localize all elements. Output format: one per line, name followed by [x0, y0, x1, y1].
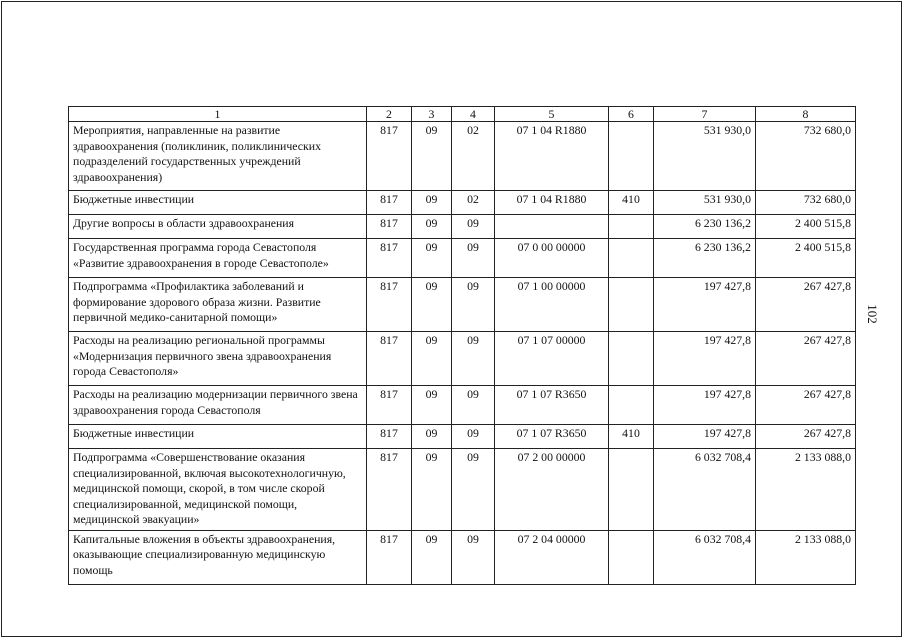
table-row [69, 425, 856, 449]
cell-expense-type: 410 [609, 191, 654, 215]
cell-expense-type [609, 332, 654, 386]
table-row [69, 332, 856, 386]
table-row [69, 122, 856, 191]
table-row [69, 449, 856, 531]
cell-subsection: 09 [452, 332, 495, 386]
cell-ministry-code: 817 [367, 530, 412, 584]
cell-section: 09 [412, 386, 452, 425]
table-row [69, 239, 856, 278]
cell-expense-type [609, 386, 654, 425]
cell-amount-year-1: 197 427,8 [654, 278, 756, 332]
table-row [69, 278, 856, 332]
row-name: Бюджетные инвестиции [69, 191, 367, 215]
cell-ministry-code: 817 [367, 386, 412, 425]
cell-amount-year-2: 2 400 515,8 [756, 239, 856, 278]
column-header: 1 [69, 107, 367, 122]
cell-expense-type [609, 239, 654, 278]
cell-amount-year-1: 197 427,8 [654, 332, 756, 386]
column-header: 6 [609, 107, 654, 122]
table-row [69, 386, 856, 425]
cell-amount-year-1: 531 930,0 [654, 191, 756, 215]
cell-section: 09 [412, 239, 452, 278]
table-header-row [69, 107, 856, 122]
cell-ministry-code: 817 [367, 278, 412, 332]
cell-amount-year-2: 2 133 088,0 [756, 530, 856, 584]
row-name: Государственная программа города Севастополя «Развитие здравоохранения в городе Севастополе» [69, 239, 367, 278]
cell-subsection: 02 [452, 191, 495, 215]
cell-amount-year-1: 531 930,0 [654, 122, 756, 191]
cell-expense-type: 410 [609, 425, 654, 449]
cell-target-article: 07 0 00 00000 [495, 239, 609, 278]
row-name: Подпрограмма «Профилактика заболеваний и формирование здорового образа жизни. Развитие первичной медико-санитарной помощи» [69, 278, 367, 332]
cell-section: 09 [412, 215, 452, 239]
cell-expense-type [609, 449, 654, 531]
cell-expense-type [609, 122, 654, 191]
row-name: Подпрограмма «Совершенствование оказания специализированной, включая высокотехнологичную, медицинской помощи, скорой, в том числе скорой специализированной, медицинской помощи, медицинской эвакуации» [69, 449, 367, 531]
column-header: 7 [654, 107, 756, 122]
cell-subsection: 02 [452, 122, 495, 191]
cell-amount-year-1: 6 230 136,2 [654, 239, 756, 278]
table-row [69, 530, 856, 584]
cell-section: 09 [412, 449, 452, 531]
cell-target-article: 07 1 07 R3650 [495, 386, 609, 425]
cell-amount-year-1: 197 427,8 [654, 425, 756, 449]
cell-target-article [495, 215, 609, 239]
budget-table [68, 106, 856, 585]
cell-amount-year-2: 732 680,0 [756, 122, 856, 191]
cell-section: 09 [412, 278, 452, 332]
cell-amount-year-1: 6 230 136,2 [654, 215, 756, 239]
column-header: 3 [412, 107, 452, 122]
cell-amount-year-1: 197 427,8 [654, 386, 756, 425]
column-header: 4 [452, 107, 495, 122]
cell-target-article: 07 2 04 00000 [495, 530, 609, 584]
table-row [69, 191, 856, 215]
cell-subsection: 09 [452, 530, 495, 584]
cell-target-article: 07 1 00 00000 [495, 278, 609, 332]
cell-target-article: 07 1 04 R1880 [495, 191, 609, 215]
row-name: Другие вопросы в области здравоохранения [69, 215, 367, 239]
cell-ministry-code: 817 [367, 425, 412, 449]
cell-subsection: 09 [452, 278, 495, 332]
cell-ministry-code: 817 [367, 332, 412, 386]
row-name: Капитальные вложения в объекты здравоохранения, оказывающие специализированную медицинскую помощь [69, 530, 367, 584]
cell-section: 09 [412, 122, 452, 191]
cell-section: 09 [412, 530, 452, 584]
cell-amount-year-2: 2 133 088,0 [756, 449, 856, 531]
cell-expense-type [609, 278, 654, 332]
cell-target-article: 07 1 04 R1880 [495, 122, 609, 191]
cell-subsection: 09 [452, 215, 495, 239]
cell-subsection: 09 [452, 425, 495, 449]
cell-ministry-code: 817 [367, 191, 412, 215]
cell-amount-year-2: 2 400 515,8 [756, 215, 856, 239]
cell-subsection: 09 [452, 449, 495, 531]
column-header: 2 [367, 107, 412, 122]
row-name: Расходы на реализацию модернизации первичного звена здравоохранения города Севастополя [69, 386, 367, 425]
table-row [69, 215, 856, 239]
row-name: Мероприятия, направленные на развитие здравоохранения (поликлиник, поликлинических подразделений государственных учреждений здравоохранения) [69, 122, 367, 191]
cell-ministry-code: 817 [367, 239, 412, 278]
cell-amount-year-1: 6 032 708,4 [654, 530, 756, 584]
cell-expense-type [609, 530, 654, 584]
column-header: 5 [495, 107, 609, 122]
cell-amount-year-2: 267 427,8 [756, 386, 856, 425]
cell-subsection: 09 [452, 386, 495, 425]
cell-target-article: 07 1 07 00000 [495, 332, 609, 386]
cell-ministry-code: 817 [367, 449, 412, 531]
cell-amount-year-2: 732 680,0 [756, 191, 856, 215]
cell-target-article: 07 2 00 00000 [495, 449, 609, 531]
cell-subsection: 09 [452, 239, 495, 278]
cell-amount-year-2: 267 427,8 [756, 425, 856, 449]
cell-expense-type [609, 215, 654, 239]
cell-amount-year-2: 267 427,8 [756, 278, 856, 332]
cell-target-article: 07 1 07 R3650 [495, 425, 609, 449]
row-name: Расходы на реализацию региональной программы «Модернизация первичного звена здравоохранения города Севастополя» [69, 332, 367, 386]
column-header: 8 [756, 107, 856, 122]
cell-ministry-code: 817 [367, 122, 412, 191]
cell-amount-year-1: 6 032 708,4 [654, 449, 756, 531]
page-number: 102 [865, 304, 880, 324]
cell-amount-year-2: 267 427,8 [756, 332, 856, 386]
cell-section: 09 [412, 332, 452, 386]
row-name: Бюджетные инвестиции [69, 425, 367, 449]
cell-section: 09 [412, 425, 452, 449]
cell-section: 09 [412, 191, 452, 215]
cell-ministry-code: 817 [367, 215, 412, 239]
